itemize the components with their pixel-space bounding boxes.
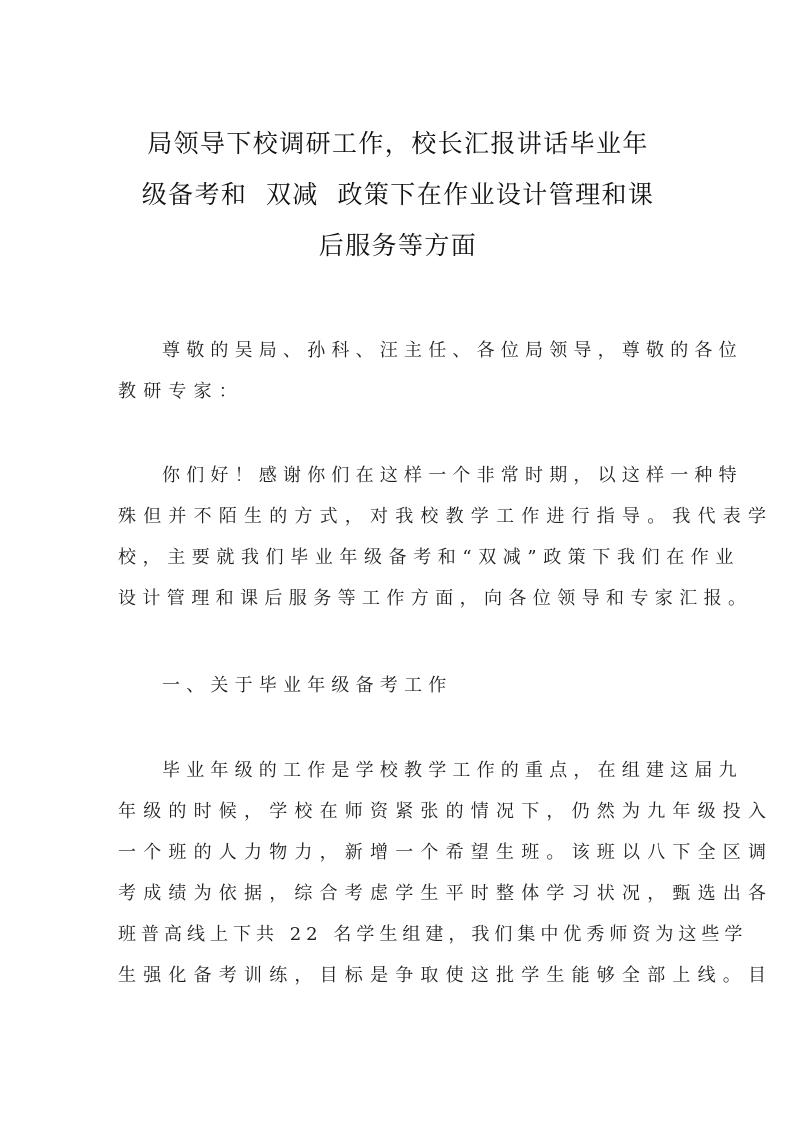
salutation-line-2: 教研专家： — [118, 381, 244, 402]
intro-paragraph — [118, 455, 774, 619]
salutation-paragraph — [118, 330, 743, 412]
section-heading-text: 一、关于毕业年级备考工作 — [162, 675, 453, 696]
section-body-line-6: 生强化备考训练，目标是争取使这批学生能够全部上线。目 — [118, 965, 774, 986]
title-line-1: 局领导下校调研工作，校长汇报讲话毕业年 — [147, 129, 649, 158]
title-line-2: 级备考和 双减 政策下在作业设计管理和课 — [141, 180, 655, 209]
section-body-line-5: 班普高线上下共 22 名学生组建，我们集中优秀师资为这些学 — [118, 924, 748, 945]
section-body-line-2: 年级的时候，学校在师资紧张的情况下，仍然为九年级投入 — [118, 801, 774, 822]
intro-line-3: 校，主要就我们毕业年级备考和“双减”政策下我们在作业 — [118, 547, 741, 568]
section-body-line-4: 考成绩为依据，综合考虑学生平时整体学习状况，甄选出各 — [118, 883, 774, 904]
intro-line-2: 殊但并不陌生的方式，对我校教学工作进行指导。我代表学 — [118, 506, 774, 527]
section-body-paragraph — [118, 750, 774, 996]
document-title — [118, 118, 678, 271]
salutation-line-1: 尊敬的吴局、孙科、汪主任、各位局领导，尊敬的各位 — [162, 340, 743, 361]
section-body-line-1: 毕业年级的工作是学校教学工作的重点，在组建这届九 — [162, 760, 743, 781]
intro-line-4: 设计管理和课后服务等工作方面，向各位领导和专家汇报。 — [118, 588, 753, 609]
section-body-line-3: 一个班的人力物力，新增一个希望生班。该班以八下全区调 — [118, 842, 774, 863]
intro-line-1: 你们好！感谢你们在这样一个非常时期，以这样一种特 — [162, 465, 743, 486]
title-line-3: 后服务等方面 — [318, 231, 478, 260]
section-heading — [118, 665, 678, 706]
